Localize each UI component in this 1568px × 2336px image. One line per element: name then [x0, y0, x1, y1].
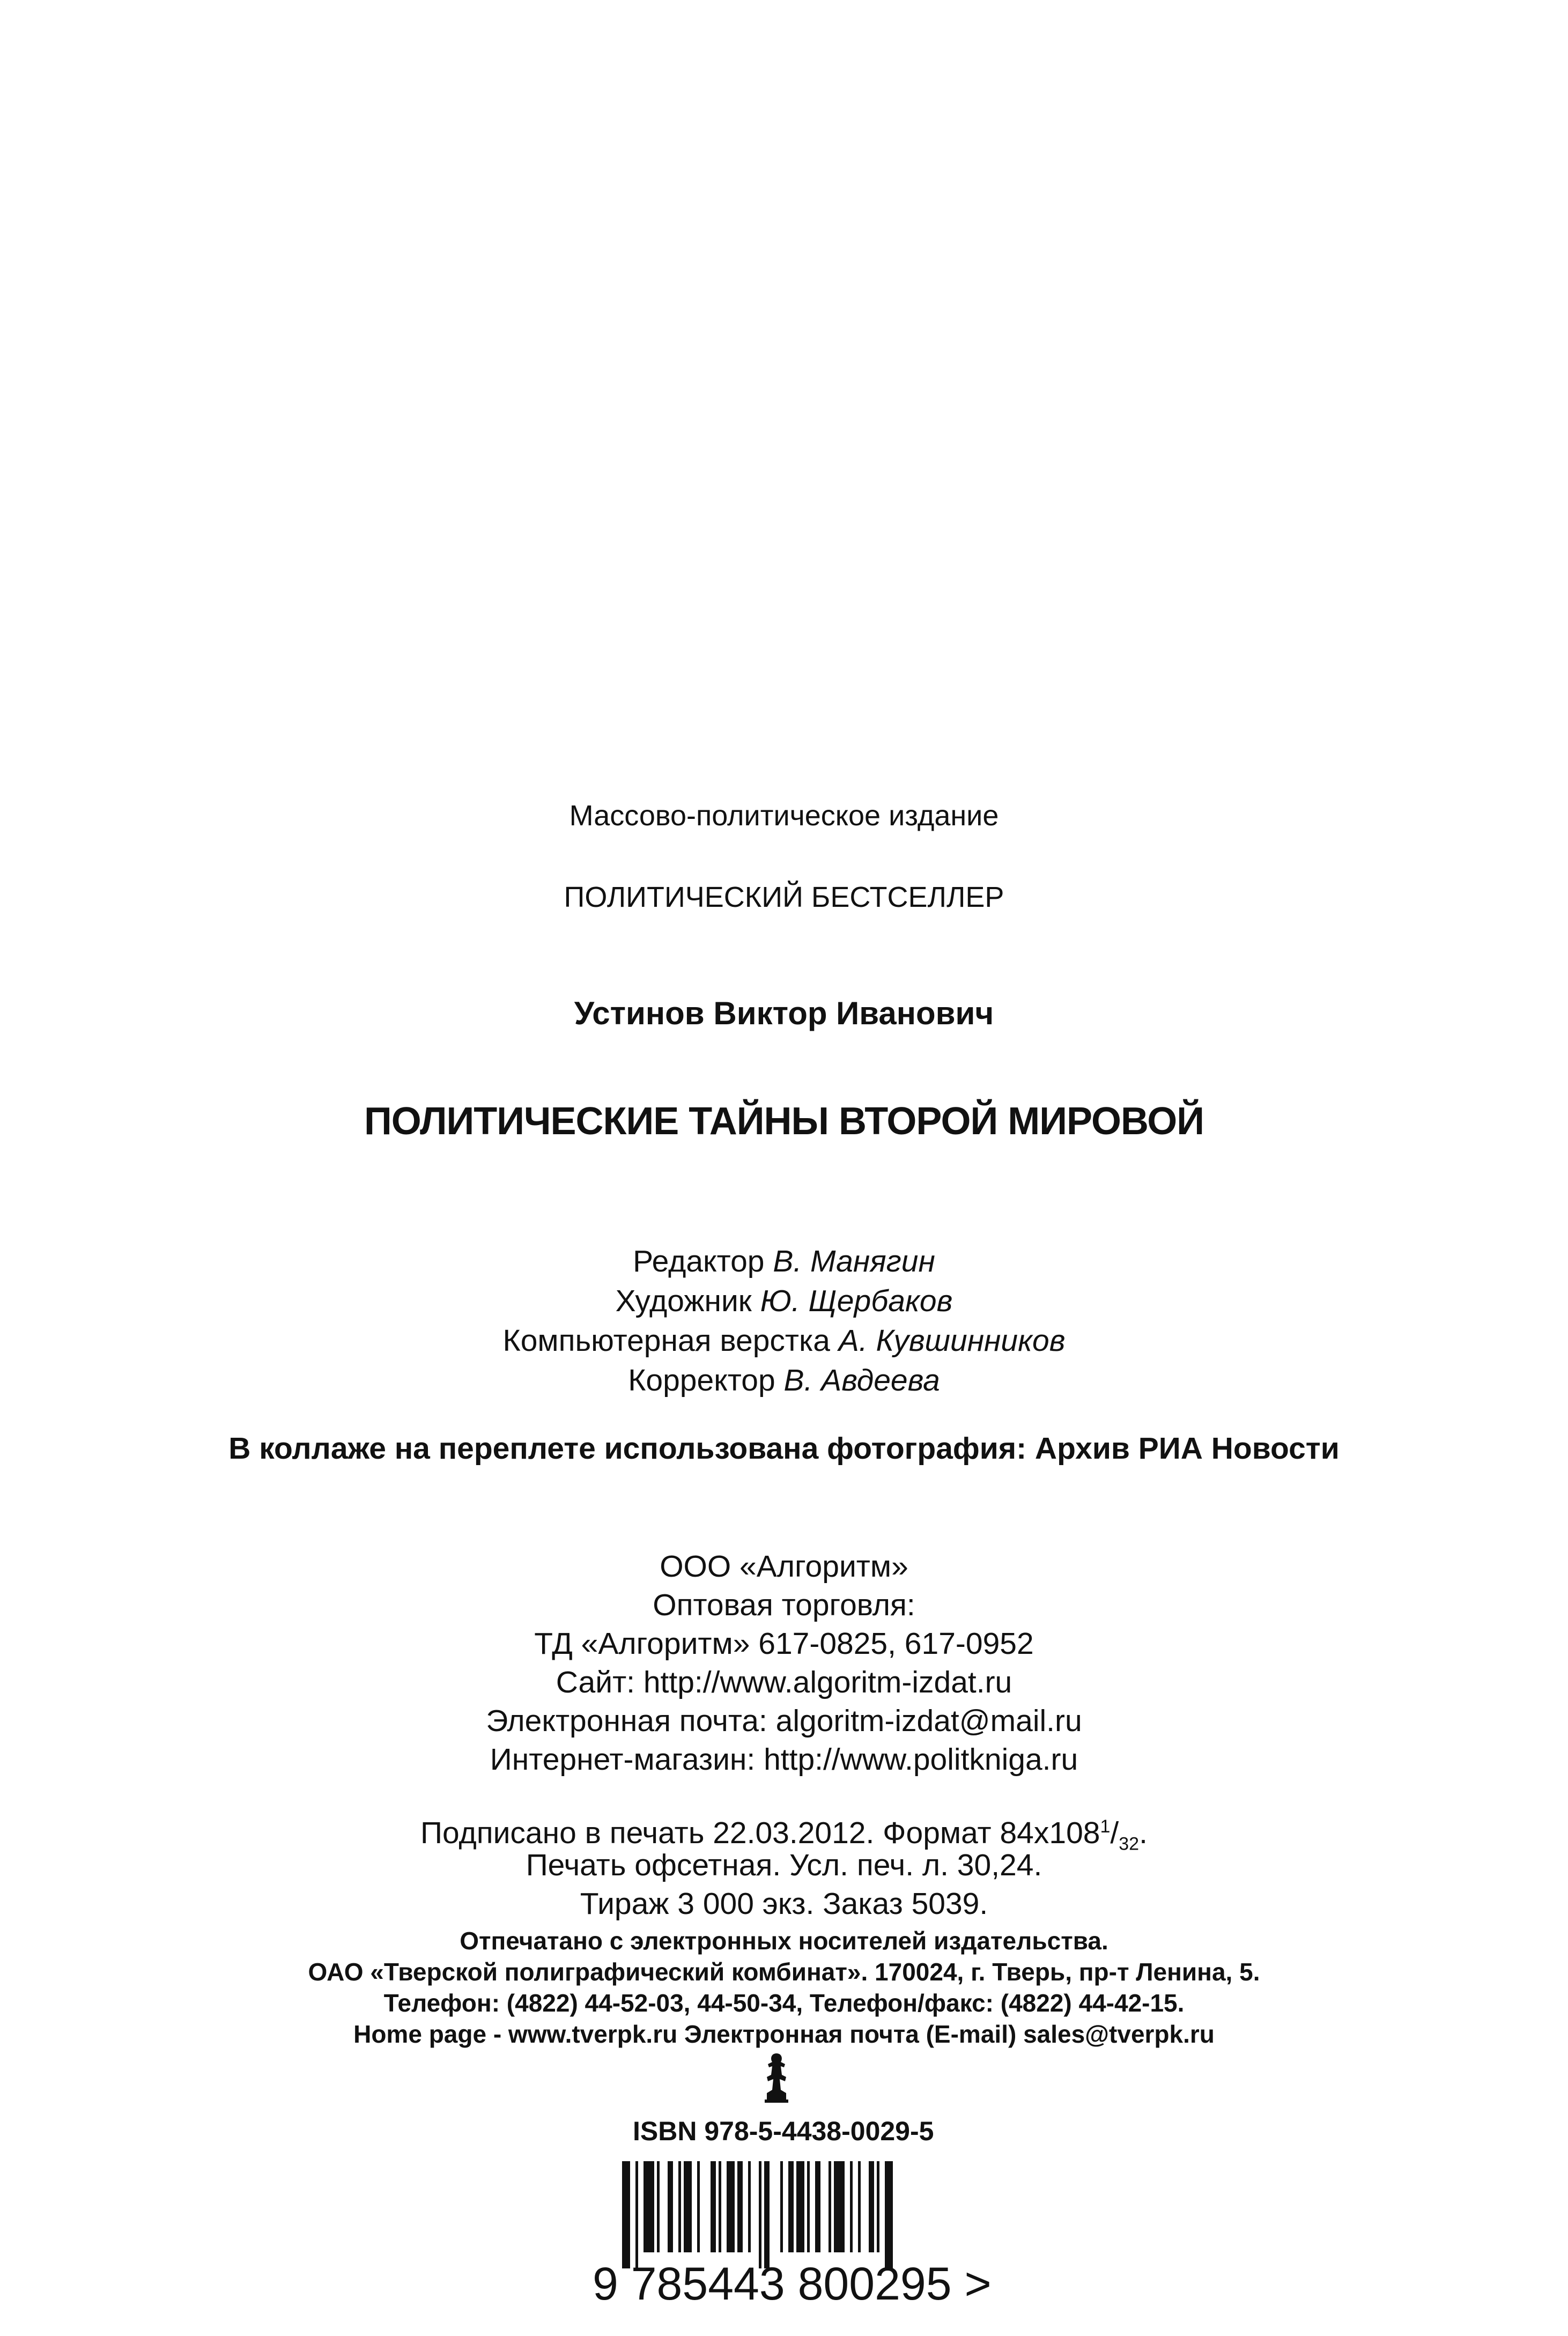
publisher-email: Электронная почта: algoritm-izdat@mail.ru — [486, 1704, 1082, 1738]
signed-suffix: . — [1139, 1816, 1148, 1850]
isbn-label: ISBN 978-5-4438-0029-5 — [633, 2116, 934, 2146]
printer-line-2: ОАО «Тверской полиграфический комбинат». 170024, г. Тверь, пр-т Ленина, 5. — [308, 1958, 1260, 1986]
credit-role: Редактор — [633, 1244, 765, 1278]
book-title: ПОЛИТИЧЕСКИЕ ТАЙНЫ ВТОРОЙ МИРОВОЙ — [364, 1100, 1204, 1143]
printer-block — [0, 1925, 1568, 2050]
printer-line-4: Home page - www.tverpk.ru Электронная почта (E-mail) sales@tverpk.ru — [353, 2020, 1215, 2048]
signed-format-line: Подписано в печать 22.03.2012. Формат $84x108^1/_{32}$. — [420, 1816, 1148, 1854]
printer-line-3: Телефон: (4822) 44-52-03, 44-50-34, Телефон/факс: (4822) 44-42-15. — [383, 1989, 1185, 2017]
publisher-shop: Интернет-магазин: http://www.politkniga.ru — [490, 1742, 1078, 1777]
credit-role: Корректор — [628, 1363, 775, 1398]
print-run: Тираж 3 000 экз. Заказ 5039. — [580, 1887, 988, 1921]
publisher-block — [0, 1547, 1568, 1779]
series-name: ПОЛИТИЧЕСКИЙ БЕСТСЕЛЛЕР — [564, 881, 1004, 913]
credit-editor — [0, 1241, 1568, 1281]
trade-house-phones: ТД «Алгоритм» 617-0825, 617-0952 — [534, 1627, 1034, 1661]
publisher-name: ООО «Алгоритм» — [660, 1549, 908, 1584]
credit-layout — [0, 1321, 1568, 1361]
credit-person: Ю. Щербаков — [760, 1284, 953, 1318]
publisher-site: Сайт: http://www.algoritm-izdat.ru — [556, 1665, 1012, 1699]
format-denominator: 32 — [1119, 1834, 1140, 1854]
wholesale-label: Оптовая торговля: — [653, 1588, 915, 1622]
isbn-barcode — [622, 2161, 955, 2268]
barcode-digits: 9 785443 800295 > — [593, 2258, 992, 2310]
printer-logo-icon — [761, 2051, 792, 2105]
credit-role: Компьютерная верстка — [502, 1324, 830, 1358]
print-method: Печать офсетная. Усл. печ. л. 30,24. — [526, 1848, 1042, 1882]
edition-type: Массово-политическое издание — [569, 800, 999, 832]
credit-person: В. Манягин — [773, 1244, 935, 1278]
credit-person: В. Авдеева — [783, 1363, 940, 1398]
credit-person: А. Кувшинников — [838, 1324, 1066, 1358]
credit-role: Художник — [615, 1284, 752, 1318]
signed-text: Подписано в печать 22.03.2012. Формат 84x108 — [420, 1816, 1100, 1850]
printer-line-1: Отпечатано с электронных носителей издательства. — [460, 1927, 1108, 1955]
format-numerator: 1 — [1100, 1816, 1111, 1837]
print-info-block — [0, 1807, 1568, 1923]
credit-proofreader — [0, 1361, 1568, 1400]
collage-note: В коллаже на переплете использована фотография: Архив РИА Новости — [228, 1431, 1340, 1466]
credits-block — [0, 1241, 1568, 1400]
credit-artist — [0, 1281, 1568, 1321]
author-name: Устинов Виктор Иванович — [574, 995, 994, 1031]
